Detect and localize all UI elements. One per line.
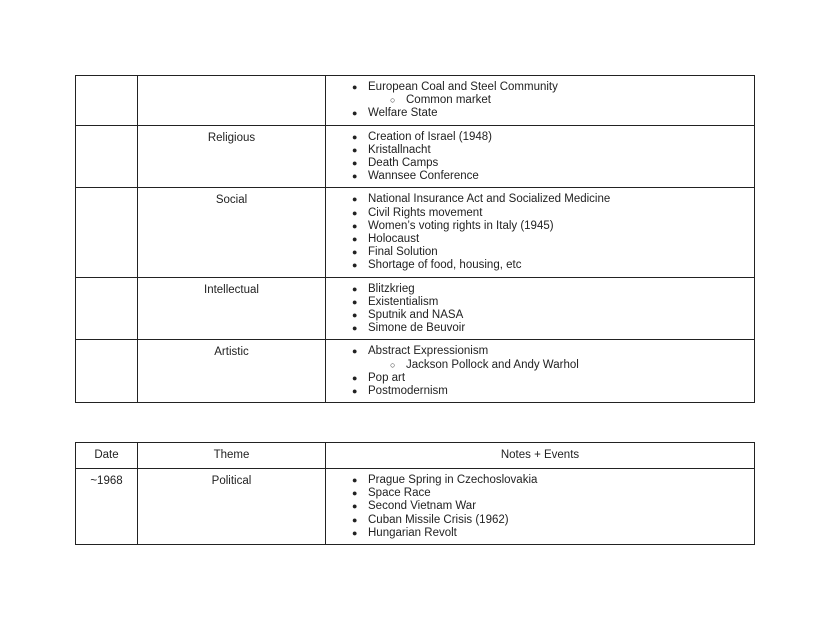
list-item-text: Final Solution	[368, 246, 438, 259]
list-item-text: Welfare State	[368, 107, 438, 120]
date-cell	[76, 125, 138, 188]
list-item	[326, 170, 754, 183]
history-notes-table-continued	[75, 75, 755, 403]
table-header	[76, 443, 755, 469]
header-row	[76, 443, 755, 469]
bullet-icon: ●	[352, 108, 358, 119]
notes-list	[326, 469, 754, 544]
sub-list-item	[326, 359, 754, 372]
history-notes-table	[75, 442, 755, 545]
list-item-text: European Coal and Steel Community	[368, 81, 558, 93]
sub-list-item	[326, 94, 754, 107]
list-item-text: Prague Spring in Czechoslovakia	[368, 474, 538, 486]
bullet-icon: ●	[352, 207, 358, 218]
list-item	[326, 193, 754, 206]
notes-column-header	[326, 443, 755, 469]
date-value	[76, 340, 137, 346]
bullet-icon: ●	[352, 514, 358, 525]
theme-header-label: Theme	[213, 449, 250, 461]
bullet-icon: ●	[352, 131, 358, 142]
hollow-bullet-icon: ○	[390, 359, 396, 370]
list-item-text: Sputnik and NASA	[368, 309, 464, 322]
list-item	[326, 296, 754, 309]
date-value	[76, 126, 137, 132]
list-item-text: Simone de Beuvoir	[368, 322, 466, 335]
list-item-text: Postmodernism	[368, 385, 448, 398]
date-cell	[76, 469, 138, 545]
bullet-icon: ●	[352, 346, 358, 357]
list-item	[326, 487, 754, 500]
theme-cell	[138, 76, 326, 126]
list-item-text: Kristallnacht	[368, 143, 431, 156]
list-item-text: Space Race	[368, 487, 431, 500]
bullet-icon: ●	[352, 260, 358, 271]
list-item-text: Blitzkrieg	[368, 282, 415, 295]
list-item	[326, 474, 754, 487]
bullet-icon: ●	[352, 283, 358, 294]
table-row	[76, 76, 755, 126]
theme-cell	[138, 469, 326, 545]
bullet-icon: ●	[352, 501, 358, 512]
date-value	[76, 76, 137, 82]
bullet-icon: ●	[352, 527, 358, 538]
list-item	[326, 233, 754, 246]
bullet-icon: ●	[352, 310, 358, 321]
list-item-text: National Insurance Act and Socialized Medicine	[368, 193, 611, 206]
notes-header-label: Notes + Events	[500, 449, 580, 461]
notes-list	[326, 278, 754, 340]
list-item-text: Wannsee Conference	[368, 170, 479, 183]
notes-list	[326, 340, 754, 402]
date-cell	[76, 340, 138, 403]
notes-cell	[326, 277, 755, 340]
bullet-icon: ●	[352, 234, 358, 245]
bullet-icon: ●	[352, 158, 358, 169]
list-item	[326, 283, 754, 296]
bullet-icon: ●	[352, 247, 358, 258]
list-item	[326, 144, 754, 157]
list-item	[326, 81, 754, 94]
date-column-header	[76, 443, 138, 469]
table-row	[76, 188, 755, 277]
list-item-text: Existentialism	[368, 295, 439, 308]
date-value	[76, 278, 137, 284]
list-item-text: Abstract Expressionism	[368, 345, 489, 358]
theme-value: Social	[215, 194, 248, 207]
list-item-text: Second Vietnam War	[368, 500, 477, 513]
list-item	[326, 500, 754, 513]
list-item-text: Civil Rights movement	[368, 206, 483, 219]
theme-cell	[138, 340, 326, 403]
notes-list	[326, 126, 754, 188]
bullet-icon: ●	[352, 296, 358, 307]
list-item	[326, 309, 754, 322]
list-item	[326, 345, 754, 358]
date-value: ~1968	[90, 475, 123, 487]
list-item-text: Creation of Israel (1948)	[368, 130, 493, 143]
theme-cell	[138, 188, 326, 277]
hollow-bullet-icon: ○	[390, 95, 396, 106]
notes-list	[326, 188, 754, 276]
table-row	[76, 469, 755, 545]
date-header-label: Date	[94, 449, 119, 461]
bullet-icon: ●	[352, 82, 358, 92]
bullet-icon: ●	[352, 220, 358, 231]
theme-cell	[138, 277, 326, 340]
notes-cell	[326, 188, 755, 277]
table-row	[76, 340, 755, 403]
notes-cell	[326, 125, 755, 188]
notes-cell	[326, 76, 755, 126]
list-item	[326, 131, 754, 144]
list-item	[326, 527, 754, 540]
table-row	[76, 125, 755, 188]
list-item	[326, 207, 754, 220]
date-value	[76, 188, 137, 194]
table-body	[76, 76, 755, 403]
list-item	[326, 322, 754, 335]
theme-value: Artistic	[214, 346, 249, 359]
table-row	[76, 277, 755, 340]
theme-value	[138, 76, 325, 82]
list-item-text: Death Camps	[368, 157, 439, 170]
theme-column-header	[138, 443, 326, 469]
date-cell	[76, 188, 138, 277]
list-item	[326, 259, 754, 272]
bullet-icon: ●	[352, 171, 358, 182]
notes-cell	[326, 340, 755, 403]
list-item-text: Hungarian Revolt	[368, 526, 457, 539]
date-cell	[76, 277, 138, 340]
list-item-text: Jackson Pollock and Andy Warhol	[406, 358, 579, 371]
bullet-icon: ●	[352, 372, 358, 383]
theme-cell	[138, 125, 326, 188]
list-item-text: Holocaust	[368, 233, 420, 246]
list-item	[326, 107, 754, 120]
list-item-text: Shortage of food, housing, etc	[368, 259, 522, 272]
bullet-icon: ●	[352, 194, 358, 205]
bullet-icon: ●	[352, 323, 358, 334]
table-body	[76, 469, 755, 545]
list-item-text: Women’s voting rights in Italy (1945)	[368, 219, 554, 232]
list-item-text: Common market	[406, 94, 491, 107]
theme-value: Intellectual	[204, 283, 259, 296]
bullet-icon: ●	[352, 488, 358, 499]
bullet-icon: ●	[352, 144, 358, 155]
list-item-text: Pop art	[368, 371, 406, 384]
list-item-text: Cuban Missile Crisis (1962)	[368, 513, 509, 526]
bullet-icon: ●	[352, 386, 358, 397]
list-item	[326, 372, 754, 385]
list-item	[326, 246, 754, 259]
theme-value: Religious	[207, 131, 256, 144]
theme-value: Political	[211, 475, 252, 487]
list-item	[326, 157, 754, 170]
notes-list	[326, 76, 754, 125]
notes-cell	[326, 469, 755, 545]
date-cell	[76, 76, 138, 126]
bullet-icon: ●	[352, 475, 358, 485]
list-item	[326, 220, 754, 233]
list-item	[326, 385, 754, 398]
list-item	[326, 514, 754, 527]
